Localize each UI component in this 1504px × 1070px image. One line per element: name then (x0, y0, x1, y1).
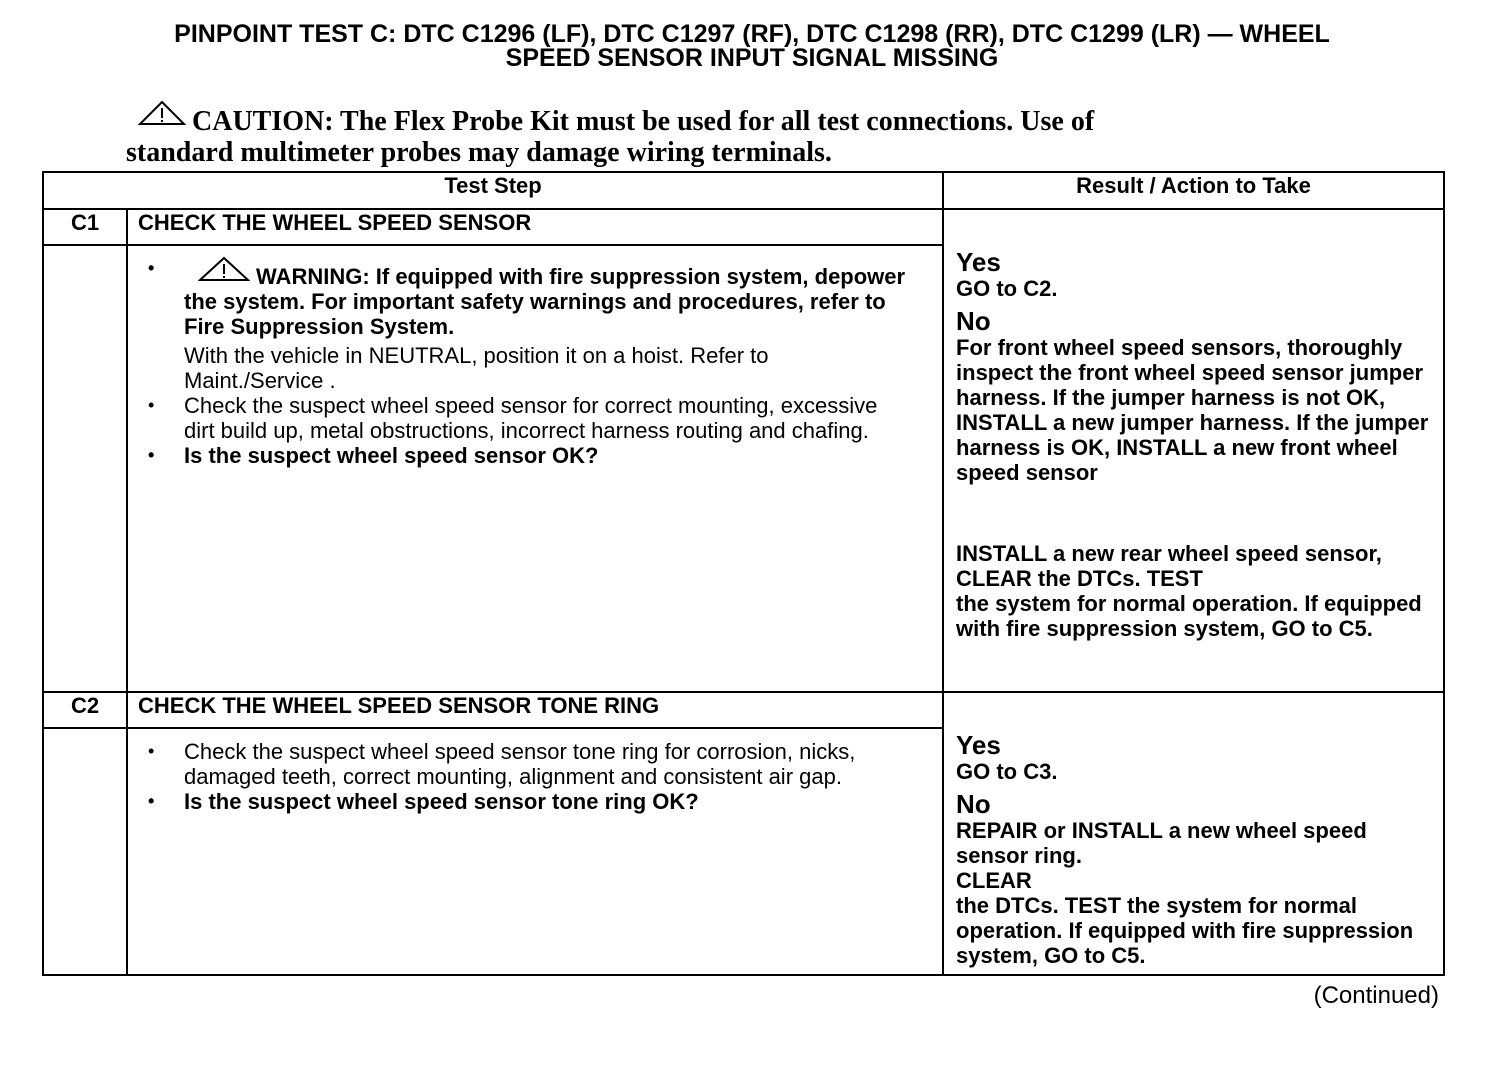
step-c1-instructions (127, 245, 943, 692)
no-label: No (956, 306, 991, 336)
yes-action: GO to C2. (956, 276, 1058, 301)
warning-triangle-icon (198, 256, 250, 282)
step-id: C2 (43, 692, 127, 728)
warning-triangle-icon (138, 100, 186, 126)
no-action-rear-line-2: CLEAR the DTCs. TEST (956, 566, 1203, 591)
header-test-step: Test Step (43, 172, 943, 209)
step-c2-id-spacer (43, 728, 127, 975)
no-label: No (956, 789, 991, 819)
continued-label: (Continued) (1313, 982, 1439, 1009)
step-c1-id-spacer (43, 245, 127, 692)
list-item: • Check the suspect wheel speed sensor for correct mounting, excessive dirt build up, metal obstructions, incorrect harness routing and chafing. (148, 393, 912, 443)
caution-notice (126, 100, 1306, 168)
yes-label: Yes (956, 247, 1001, 277)
step-id: C1 (43, 209, 127, 245)
page-title (60, 22, 1444, 70)
step-c2-title-row (43, 692, 1444, 728)
no-action: REPAIR or INSTALL a new wheel speed sensor ring. (956, 818, 1367, 868)
step-c1-title-row (43, 209, 1444, 245)
pinpoint-test-table (42, 171, 1445, 976)
title-line-2: SPEED SENSOR INPUT SIGNAL MISSING (505, 44, 999, 72)
caution-line-2: standard multimeter probes may damage wiring terminals. (126, 137, 832, 168)
step-c2-result (943, 692, 1444, 975)
no-action-rear-rest: the system for normal operation. If equipped with fire suppression system, GO to C5. (956, 591, 1422, 641)
no-action: For front wheel speed sensors, thoroughly inspect the front wheel speed sensor jumper harness. If the jumper harness is not OK, INSTALL a new jumper harness. If the jumper harness is OK, INSTALL a new front wheel speed sensor (956, 335, 1429, 485)
yes-label: Yes (956, 730, 1001, 760)
list-item (148, 256, 912, 339)
no-action-rest: the DTCs. TEST the system for normal operation. If equipped with fire suppression system, GO to C5. (956, 893, 1414, 968)
list-item: • Check the suspect wheel speed sensor tone ring for corrosion, nicks, damaged teeth, correct mounting, alignment and consistent air gap. (148, 739, 912, 789)
list-item: • Is the suspect wheel speed sensor tone ring OK? (148, 789, 912, 814)
maint-service-reference: Maint./Service . (184, 368, 336, 393)
step-title: CHECK THE WHEEL SPEED SENSOR (127, 209, 943, 245)
hoist-note: With the vehicle in NEUTRAL, position it on a hoist. Refer to Maint./Service . (148, 343, 942, 393)
caution-line-1: CAUTION: The Flex Probe Kit must be used for all test connections. Use of (192, 106, 1095, 137)
no-action-clear: CLEAR (956, 868, 1032, 893)
warning-text: WARNING: If equipped with fire suppression system, depower the system. For important safety warnings and procedures, refer to Fire Suppression System. (184, 264, 906, 339)
header-result-action: Result / Action to Take (943, 172, 1444, 209)
table-header-row (43, 172, 1444, 209)
yes-action: GO to C3. (956, 759, 1058, 784)
title-line-1: PINPOINT TEST C: DTC C1296 (LF), DTC C1297 (RF), DTC C1298 (RR), DTC C1299 (LR) — WHEEL (174, 20, 1330, 48)
step-c2-instructions (127, 728, 943, 975)
step-title: CHECK THE WHEEL SPEED SENSOR TONE RING (127, 692, 943, 728)
no-action-rear-line-1: INSTALL a new rear wheel speed sensor, (956, 541, 1382, 566)
list-item: • Is the suspect wheel speed sensor OK? (148, 443, 912, 468)
step-c1-result (943, 209, 1444, 692)
